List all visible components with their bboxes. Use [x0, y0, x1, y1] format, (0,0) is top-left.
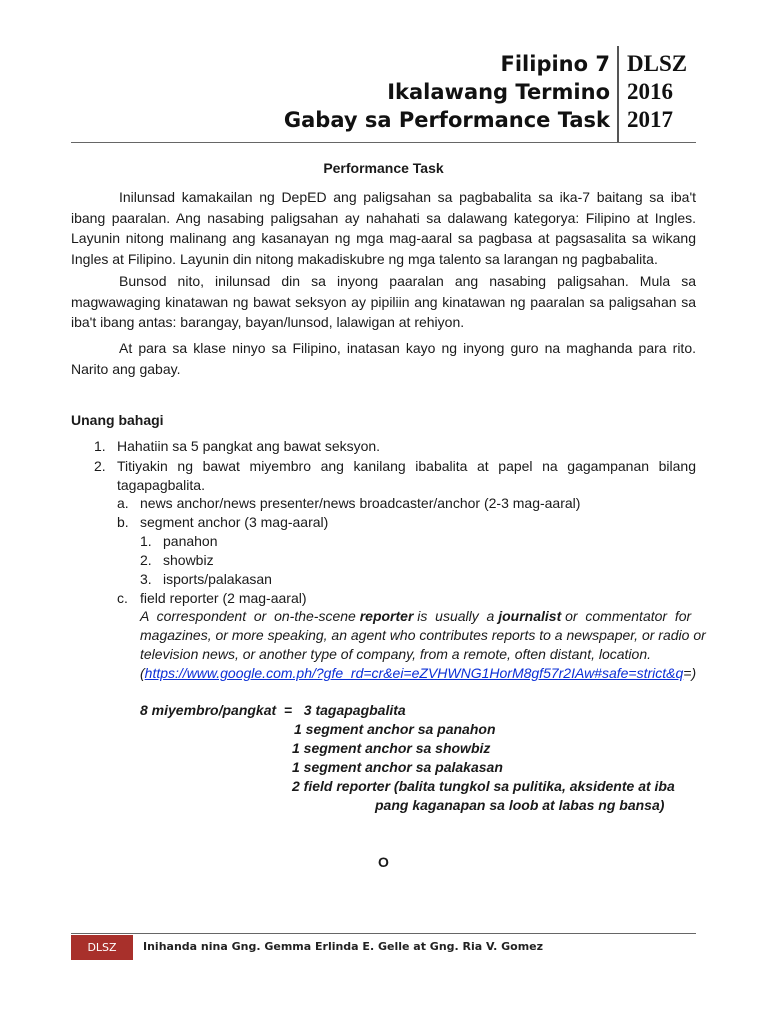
composition-line: 1 segment anchor sa palakasan	[292, 759, 503, 775]
source-paren: =)	[683, 665, 697, 681]
school-name: DLSZ	[627, 51, 688, 76]
footer-credit: Inihanda nina Gng. Gemma Erlinda E. Gelle at Gng. Ria V. Gomez	[143, 940, 544, 953]
context-paragraph: Bunsod nito, inilunsad din sa inyong paaralan ang nasabing paligsahan. Mula sa magwawaging kinatawan ng bawat seksyon ay pipiliin ang kinatawan ng paaralan sa paligsahan sa iba't ibang antas: barangay, bayan/lunsod, lalawigan at rehiyon.	[71, 273, 696, 330]
sub-item: segment anchor (3 mag-aaral)	[140, 514, 329, 530]
definition-keyword: journalist	[498, 608, 562, 624]
footer-badge: DLSZ	[71, 935, 133, 960]
term-title: Ikalawang Termino	[387, 80, 610, 104]
sub-item-letter: a.	[117, 495, 129, 511]
segment-number: 3.	[140, 571, 152, 587]
segment-number: 1.	[140, 533, 152, 549]
definition-line	[140, 607, 696, 626]
composition-line: 1 segment anchor sa panahon	[294, 721, 496, 737]
definition-text: is usually a	[413, 608, 499, 624]
intro-paragraph: Inilunsad kamakailan ng DepED ang paligsahan sa pagbabalita sa ika-7 baitang sa iba't ibang paaralan. Ang nasabing paligsahan ay nahahati sa dalawang kategorya: Filipino at Ingles. Layunin nitong malinang ang kasanayan ng mga mag-aaral sa pagbasa at pagsasalita sa wikang Ingles at Filipino. Layunin din nitong makadiskubre ng mga talento sa larangan ng pagbabalita.	[71, 189, 696, 267]
definition-keyword: reporter	[359, 608, 414, 624]
composition-line: 1 segment anchor sa showbiz	[292, 740, 491, 756]
source-line	[140, 664, 696, 683]
section-heading: Unang bahagi	[71, 412, 164, 428]
definition-line: television news, or another type of company, from a remote, often distant, location.	[140, 646, 652, 662]
header-rule	[71, 142, 696, 143]
definition-line: magazines, or more speaking, an agent who contributes reports to a newspaper, or radio or	[140, 627, 706, 643]
composition-continuation: pang kaganapan sa loob at labas ng bansa)	[375, 797, 665, 813]
segment-item: panahon	[163, 533, 218, 549]
instruction-paragraph: At para sa klase ninyo sa Filipino, inatasan kayo ng inyong guro na maghanda para rito. Narito ang gabay.	[71, 340, 696, 377]
definition-text: or commentator for	[561, 608, 692, 624]
segment-item: isports/palakasan	[163, 571, 272, 587]
subject-title: Filipino 7	[500, 52, 610, 76]
list-item: Hahatiin sa 5 pangkat ang bawat seksyon.	[117, 438, 381, 454]
guide-title: Gabay sa Performance Task	[283, 108, 610, 132]
year-end: 2017	[627, 107, 673, 132]
year-start: 2016	[627, 79, 673, 104]
source-paren: (	[140, 665, 145, 681]
sub-item: field reporter (2 mag-aaral)	[140, 590, 307, 606]
document-header-title	[284, 50, 610, 134]
footer-rule	[71, 933, 696, 934]
segment-item: showbiz	[163, 552, 214, 568]
sub-item-letter: c.	[117, 590, 128, 606]
school-year-block	[627, 50, 687, 134]
sub-item-letter: b.	[117, 514, 129, 530]
composition-line: 2 field reporter (balita tungkol sa pulitika, aksidente at iba	[292, 778, 675, 794]
segment-number: 2.	[140, 552, 152, 568]
header-divider	[617, 46, 619, 142]
list-item: Titiyakin ng bawat miyembro ang kanilang ibabalita at papel na gagampanan bilang tagapagbalita.	[117, 458, 696, 493]
source-link[interactable]: https://www.google.com.ph/?gfe_rd=cr&ei=eZVHWNG1HorM8gf57r2IAw#safe=strict&q	[144, 665, 684, 681]
list-item-number: 1.	[94, 438, 106, 454]
definition-text: A correspondent or on-the-scene	[140, 608, 360, 624]
sub-item: news anchor/news presenter/news broadcaster/anchor (2-3 mag-aaral)	[140, 495, 581, 511]
page-title: Performance Task	[323, 160, 444, 176]
section-separator: O	[378, 854, 389, 870]
list-item-number: 2.	[94, 458, 106, 474]
composition-lead: 8 miyembro/pangkat = 3 tagapagbalita	[140, 702, 406, 718]
